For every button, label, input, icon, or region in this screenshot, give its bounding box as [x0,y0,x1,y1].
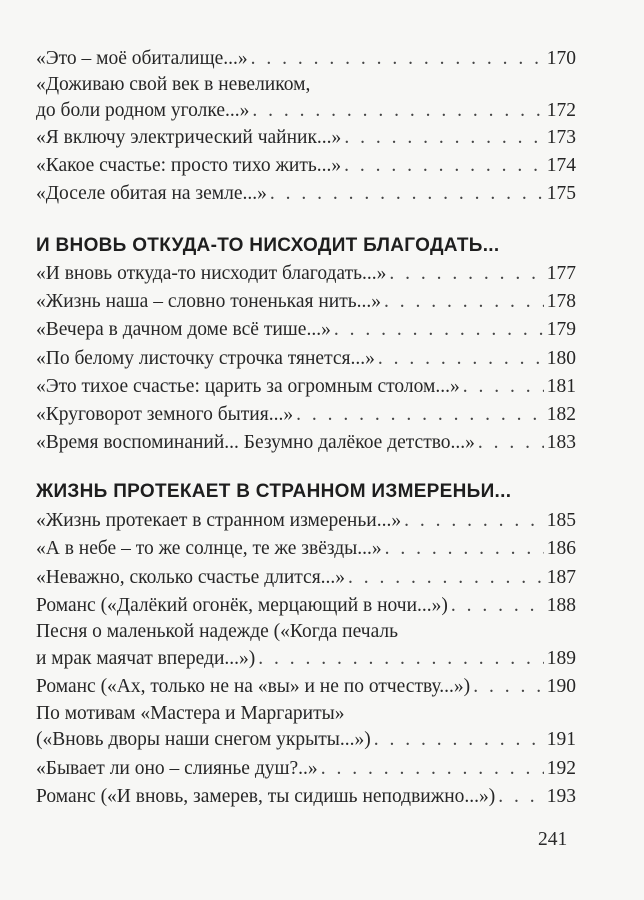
entry-page-number: 181 [546,376,576,397]
entry-title: и мрак маячат впереди...») [36,648,256,669]
toc-entry [36,36,576,70]
entry-title: «Вечера в дачном доме всё тише...» [36,319,331,340]
entry-page-number: 170 [546,48,576,69]
entry-page-number: 189 [546,648,576,669]
toc-entry [36,583,576,617]
entry-page-number: 193 [546,786,576,807]
entry-title: «Время воспоминаний... Безумно далёкое детство...» [36,432,475,453]
entry-title: «Бывает ли оно – слиянье душ?..» [36,758,318,779]
entry-page-number: 183 [546,432,576,453]
entry-page-number: 187 [546,567,576,588]
entry-page-number: 174 [546,155,576,176]
entry-title: («Вновь дворы наши снегом укрыты...») [36,729,371,750]
entry-title: «Неважно, сколько счастье длится...» [36,567,346,588]
toc-entry [36,664,576,698]
entry-page-number: 191 [546,729,576,750]
dot-leader [251,48,544,70]
entry-page-number: 192 [546,758,576,779]
entry-title: «Жизнь наша – словно тоненькая нить...» [36,291,382,312]
entry-title: «Какое счастье: просто тихо жить...» [36,155,342,176]
entry-title-first-line: По мотивам «Мастера и Маргариты» [36,703,345,724]
toc-entry [36,420,576,454]
page-number: 241 [538,829,568,850]
entry-title: «А в небе – то же солнце, те же звёзды...» [36,538,382,559]
entry-title: «Я включу электрический чайник...» [36,127,342,148]
dot-leader [270,183,544,205]
entry-page-number: 175 [546,183,576,204]
entry-title: до боли родном уголке...» [36,100,250,121]
entry-title: «Это тихое счастье: царить за огромным столом...» [36,376,460,397]
entry-title: «Жизнь протекает в странном измереньи...» [36,510,402,531]
entry-page-number: 182 [546,404,576,425]
entry-title: Романс («Ах, только не на «вы» и не по отчеству...») [36,676,471,697]
entry-title: «Это – моё обиталище...» [36,48,248,69]
toc-entry [36,171,576,205]
dot-leader [451,595,544,617]
entry-page-number: 173 [546,127,576,148]
entry-title-first-line: «Доживаю свой век в невеликом, [36,74,311,95]
entry-title: «По белому листочку строчка тянется...» [36,348,375,369]
entry-page-number: 177 [546,263,576,284]
entry-title: «Доселе обитая на земле...» [36,183,267,204]
dot-leader [473,676,544,698]
toc-entry [36,774,576,808]
entry-title: Романс («Далёкий огонёк, мерцающий в ночи...») [36,595,448,616]
entry-title-first-line: Песня о маленькой надежде («Когда печаль [36,621,399,642]
entry-title: «Круговорот земного бытия...» [36,404,294,425]
entry-page-number: 186 [546,538,576,559]
entry-title: Романс («И вновь, замерев, ты сидишь неподвижно...») [36,786,496,807]
section-heading: И ВНОВЬ ОТКУДА-ТО НИСХОДИТ БЛАГОДАТЬ... [36,235,500,256]
dot-leader [498,786,543,808]
entry-page-number: 185 [546,510,576,531]
entry-page-number: 180 [546,348,576,369]
entry-page-number: 172 [546,100,576,121]
entry-page-number: 179 [546,319,576,340]
dot-leader [478,432,544,454]
entry-page-number: 190 [546,676,576,697]
entry-page-number: 178 [546,291,576,312]
entry-page-number: 188 [546,595,576,616]
entry-title: «И вновь откуда-то нисходит благодать...» [36,263,387,284]
section-heading: ЖИЗНЬ ПРОТЕКАЕТ В СТРАННОМ ИЗМЕРЕНЬИ... [36,481,512,502]
